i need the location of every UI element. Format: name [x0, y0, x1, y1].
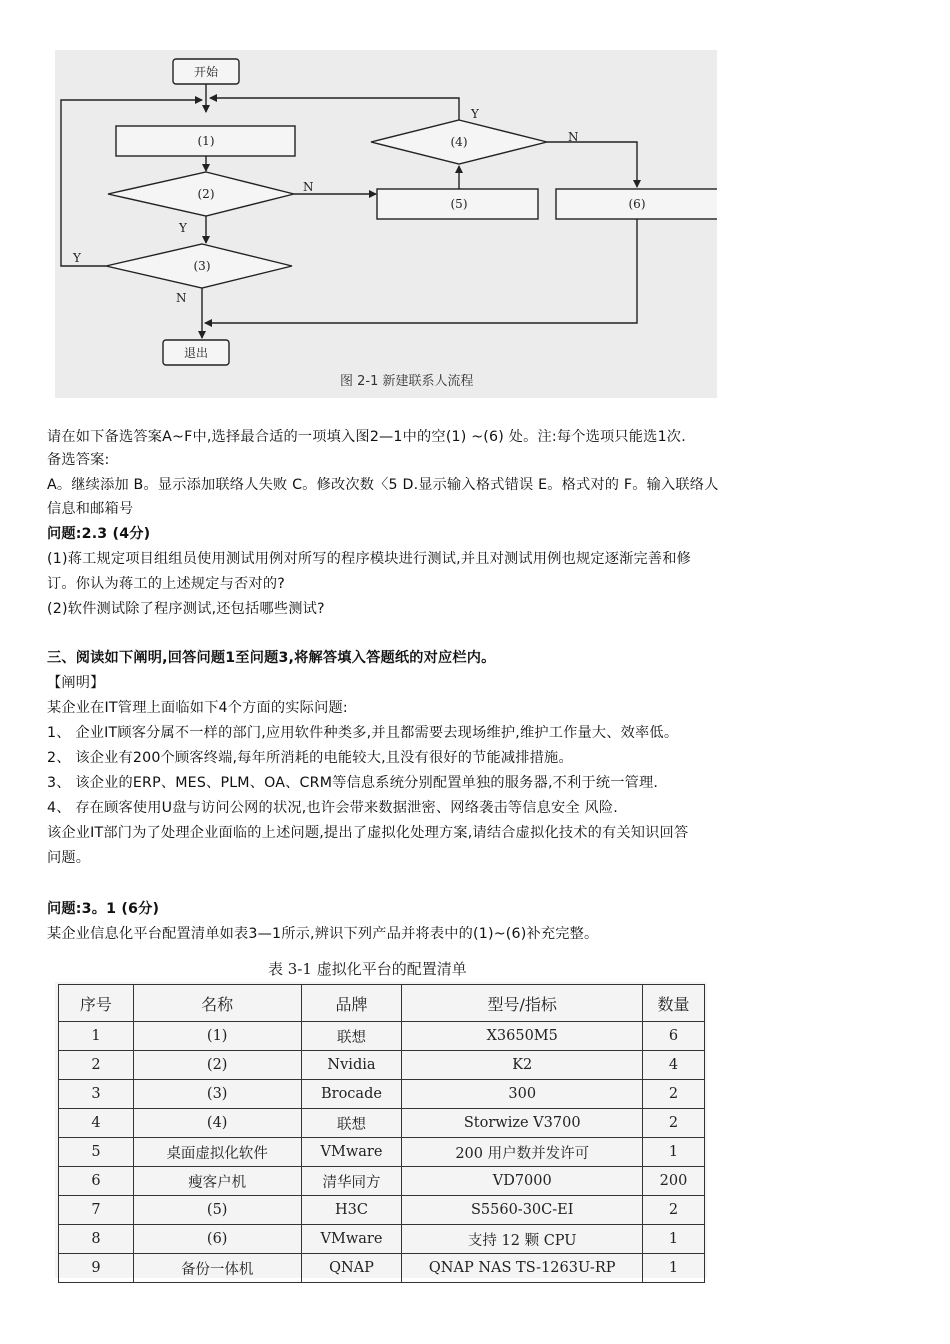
no-label-d3: N	[176, 291, 187, 305]
q31-line-1: 某企业信息化平台配置清单如表3—1所示,辨识下列产品并将表中的(1)~(6)补充完整。	[47, 926, 599, 942]
instruction-line-2: 备选答案:	[47, 452, 110, 468]
table-row	[59, 1022, 705, 1051]
cell-brand: H3C	[301, 1196, 402, 1225]
yes-label-d4: Y	[471, 107, 479, 121]
cell-model: QNAP NAS TS-1263U-RP	[402, 1254, 643, 1283]
cell-name: (3)	[133, 1080, 301, 1109]
cell-name: 桌面虚拟化软件	[133, 1138, 301, 1167]
cell-quantity: 6	[643, 1022, 705, 1051]
problem-intro: 某企业在IT管理上面临如下4个方面的实际问题:	[47, 700, 348, 716]
options-line-1: A。继续添加 B。显示添加联络人失败 C。修改次数〈5 D.显示输入格式错误 E。格式对的 F。输入联络人	[47, 477, 719, 493]
cell-index: 7	[59, 1196, 134, 1225]
section-3-heading: 三、阅读如下阐明,回答问题1至问题3,将解答填入答题纸的对应栏内。	[47, 650, 496, 666]
cell-brand: Brocade	[301, 1080, 402, 1109]
cell-model: X3650M5	[402, 1022, 643, 1051]
solution-line-2: 问题。	[47, 850, 91, 866]
no-label-d2: N	[303, 180, 314, 194]
flowchart-svg	[55, 50, 717, 398]
problem-item-3: 3、 该企业的ERP、MES、PLM、OA、CRM等信息系统分别配置单独的服务器,不利于统一管理.	[47, 775, 659, 791]
cell-brand: 清华同方	[301, 1167, 402, 1196]
cell-brand: Nvidia	[301, 1051, 402, 1080]
cell-quantity: 200	[643, 1167, 705, 1196]
table-row	[59, 1109, 705, 1138]
header-name: 名称	[133, 985, 301, 1022]
cell-brand: QNAP	[301, 1254, 402, 1283]
dec3-label: (3)	[193, 259, 211, 273]
cell-quantity: 1	[643, 1225, 705, 1254]
cell-model: 支持 12 颗 CPU	[402, 1225, 643, 1254]
cell-model: K2	[402, 1051, 643, 1080]
dec2-label: (2)	[197, 187, 215, 201]
end-label: 退出	[183, 346, 209, 360]
no-label-d4: N	[568, 130, 579, 144]
explanation-label: 【阐明】	[47, 675, 105, 691]
cell-name: (6)	[133, 1225, 301, 1254]
cell-quantity: 2	[643, 1080, 705, 1109]
problem-item-4: 4、 存在顾客使用U盘与访问公网的状况,也许会带来数据泄密、网络袭击等信息安全 风险.	[47, 800, 618, 816]
cell-quantity: 1	[643, 1138, 705, 1167]
header-quantity: 数量	[643, 985, 705, 1022]
header-brand: 品牌	[301, 985, 402, 1022]
dec4-label: (4)	[450, 135, 468, 149]
cell-quantity: 2	[643, 1109, 705, 1138]
cell-name: 备份一体机	[133, 1254, 301, 1283]
config-table	[58, 984, 705, 1283]
cell-model: VD7000	[402, 1167, 643, 1196]
cell-brand: VMware	[301, 1138, 402, 1167]
cell-index: 5	[59, 1138, 134, 1167]
options-line-2: 信息和邮箱号	[47, 501, 134, 517]
cell-name: 瘦客户机	[133, 1167, 301, 1196]
cell-index: 4	[59, 1109, 134, 1138]
flowchart-caption: 图 2-1 新建联系人流程	[340, 374, 474, 389]
cell-index: 3	[59, 1080, 134, 1109]
table-caption: 表 3-1 虚拟化平台的配置清单	[268, 960, 467, 978]
question-2-3-heading: 问题:2.3 (4分)	[47, 526, 151, 542]
yes-label-d3: Y	[73, 251, 81, 265]
cell-quantity: 2	[643, 1196, 705, 1225]
cell-index: 1	[59, 1022, 134, 1051]
cell-model: 300	[402, 1080, 643, 1109]
table-header-row	[59, 985, 705, 1022]
table-row	[59, 1196, 705, 1225]
cell-brand: 联想	[301, 1109, 402, 1138]
cell-quantity: 4	[643, 1051, 705, 1080]
table-row	[59, 1225, 705, 1254]
start-label: 开始	[193, 65, 219, 79]
table-row	[59, 1080, 705, 1109]
box6-label: (6)	[628, 197, 646, 211]
table-row	[59, 1254, 705, 1283]
problem-item-1: 1、 企业IT顾客分属不一样的部门,应用软件种类多,并且都需要去现场维护,维护工作量大、效率低。	[47, 725, 679, 741]
cell-model: Storwize V3700	[402, 1109, 643, 1138]
cell-model: S5560-30C-EI	[402, 1196, 643, 1225]
cell-name: (2)	[133, 1051, 301, 1080]
box1-label: (1)	[197, 134, 215, 148]
cell-index: 9	[59, 1254, 134, 1283]
instruction-line-1: 请在如下备选答案A~F中,选择最合适的一项填入图2—1中的空(1) ~(6) 处。注:每个选项只能选1次.	[47, 429, 686, 445]
table-row	[59, 1138, 705, 1167]
cell-name: (4)	[133, 1109, 301, 1138]
cell-index: 8	[59, 1225, 134, 1254]
cell-brand: 联想	[301, 1022, 402, 1051]
cell-model: 200 用户数并发许可	[402, 1138, 643, 1167]
flowchart-figure	[55, 50, 717, 398]
header-index: 序号	[59, 985, 134, 1022]
q23-line-1: (1)蒋工规定项目组组员使用测试用例对所写的程序模块进行测试,并且对测试用例也规定逐渐完善和修	[47, 551, 692, 567]
table-row	[59, 1051, 705, 1080]
question-3-1-heading: 问题:3。1 (6分)	[47, 901, 160, 917]
problem-item-2: 2、 该企业有200个顾客终端,每年所消耗的电能较大,且没有很好的节能减排措施。	[47, 750, 573, 766]
table-row	[59, 1167, 705, 1196]
cell-quantity: 1	[643, 1254, 705, 1283]
cell-index: 6	[59, 1167, 134, 1196]
q23-line-3: (2)软件测试除了程序测试,还包括哪些测试?	[47, 601, 325, 617]
solution-line-1: 该企业IT部门为了处理企业面临的上述问题,提出了虚拟化处理方案,请结合虚拟化技术的有关知识回答	[47, 825, 689, 841]
cell-brand: VMware	[301, 1225, 402, 1254]
config-table-scan	[55, 982, 707, 1278]
cell-name: (1)	[133, 1022, 301, 1051]
cell-name: (5)	[133, 1196, 301, 1225]
header-model: 型号/指标	[402, 985, 643, 1022]
q23-line-2: 订。你认为蒋工的上述规定与否对的?	[47, 576, 285, 592]
cell-index: 2	[59, 1051, 134, 1080]
yes-label-d2: Y	[179, 221, 187, 235]
box5-label: (5)	[450, 197, 468, 211]
